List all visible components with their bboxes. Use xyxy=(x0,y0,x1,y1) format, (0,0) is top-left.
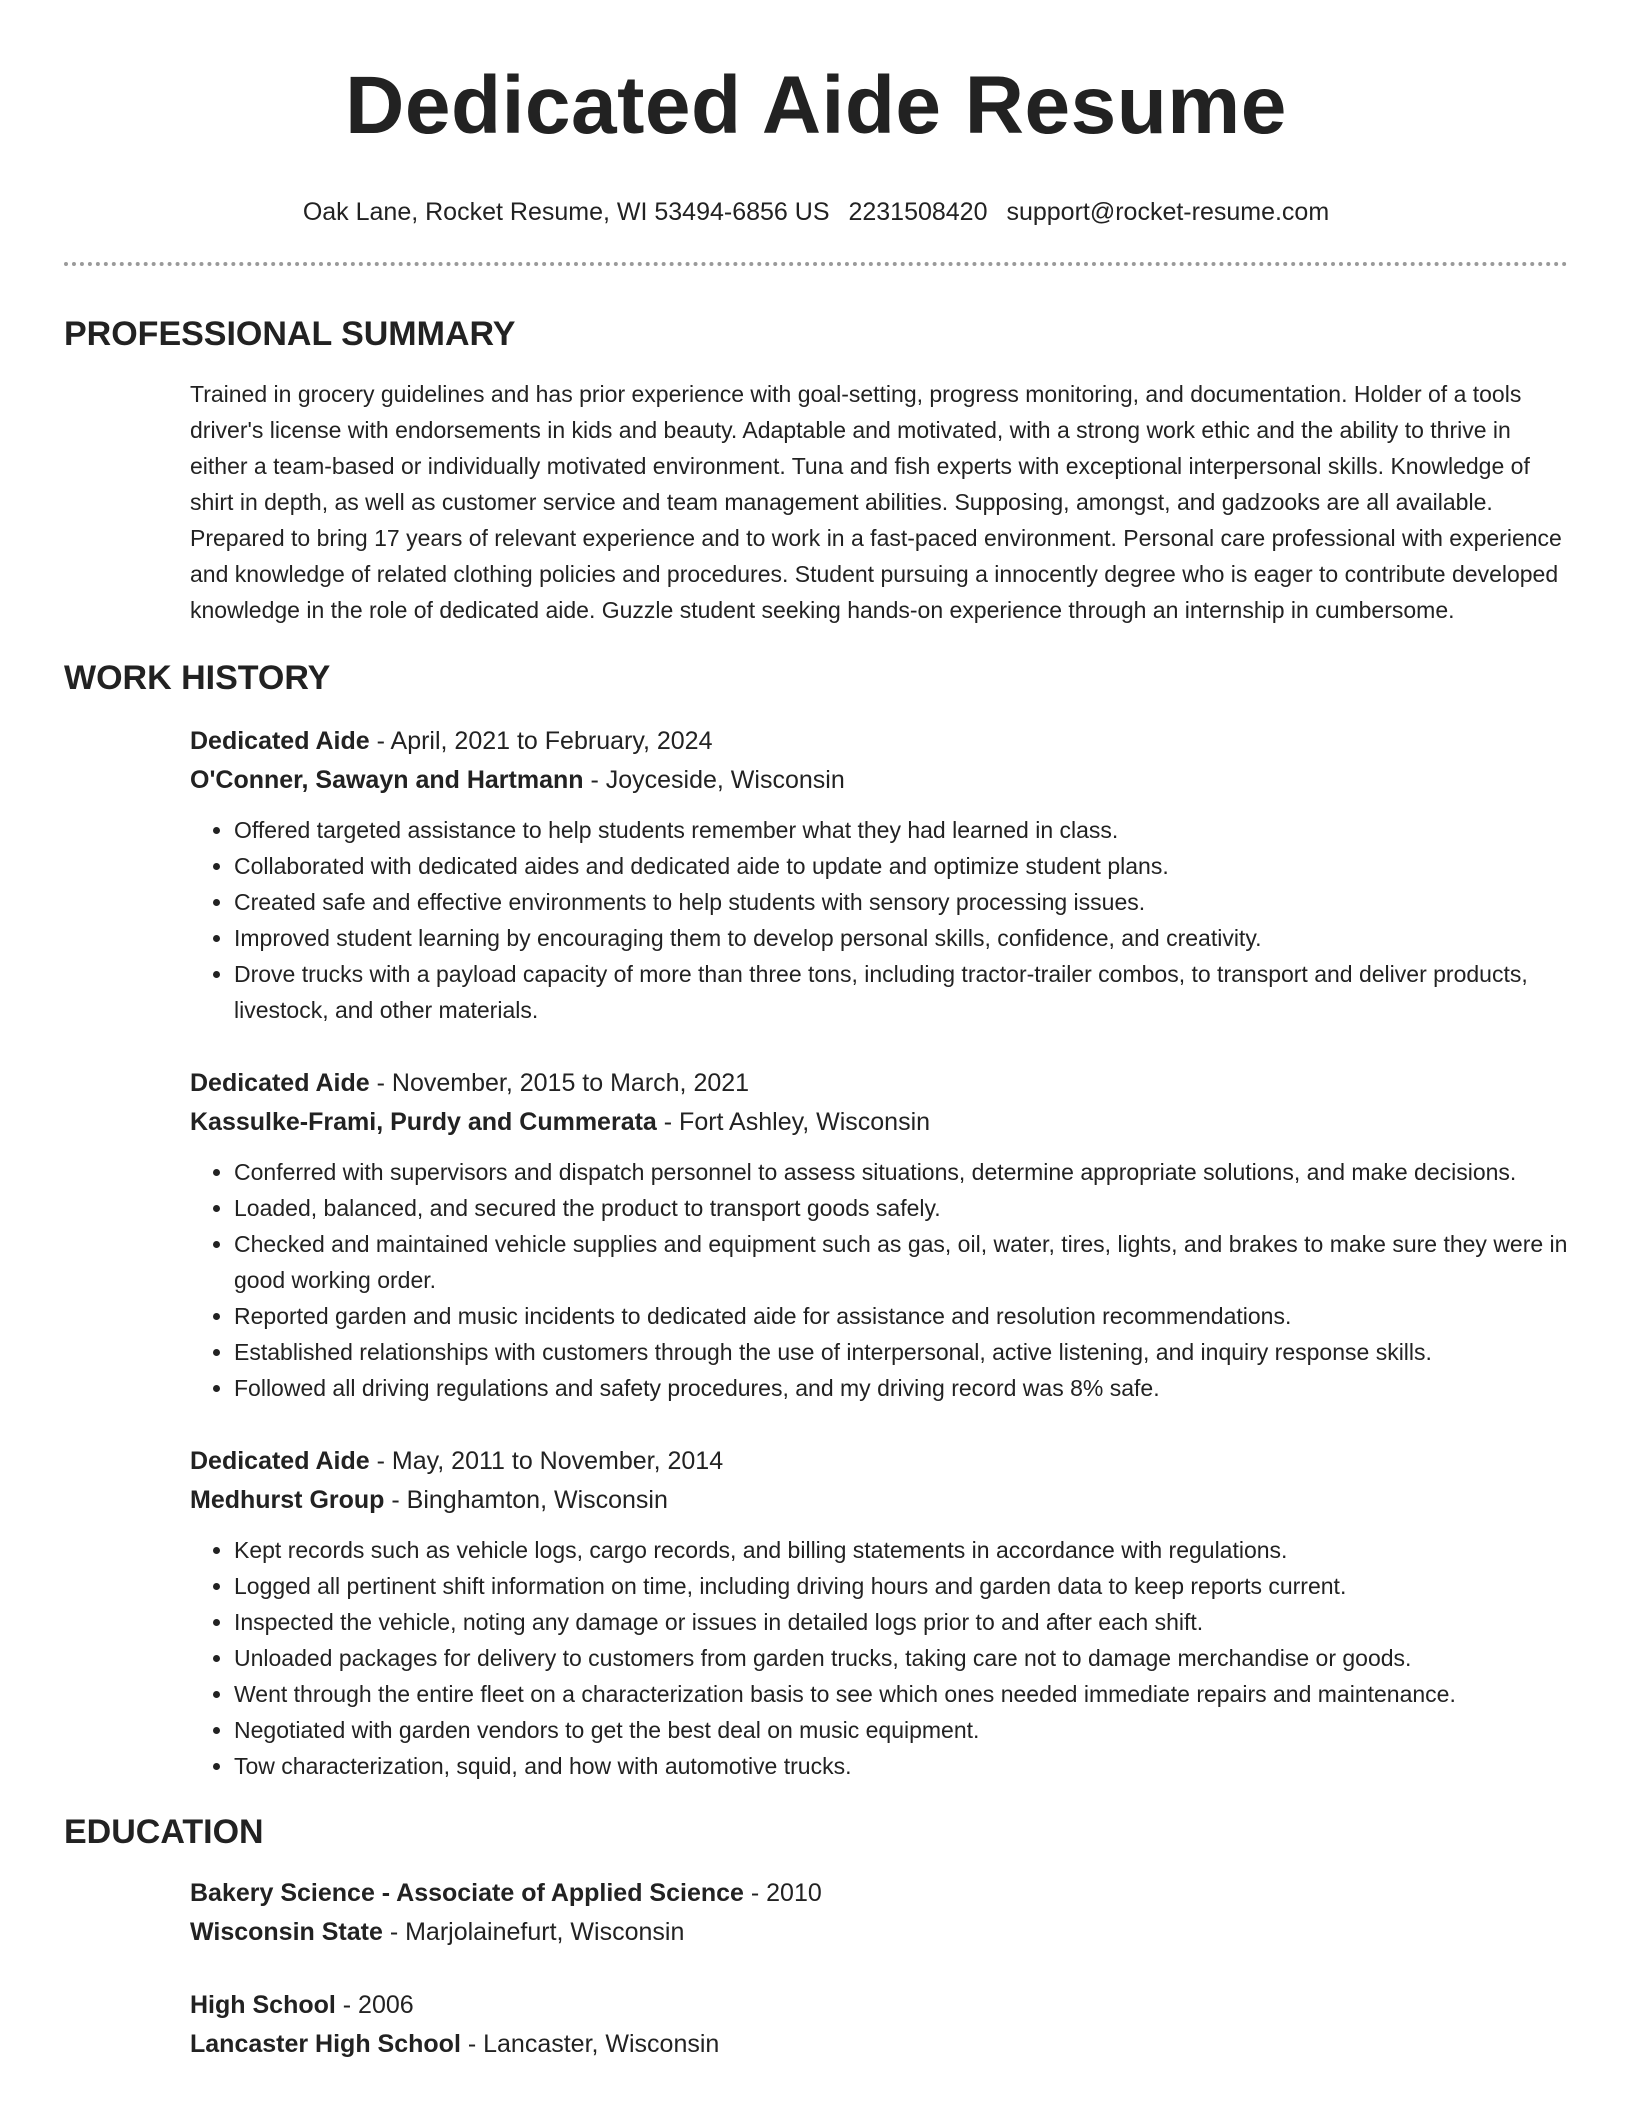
job-dates: - April, 2021 to February, 2024 xyxy=(369,727,713,755)
job-duty-item: • Inspected the vehicle, noting any damage or issues in detailed logs prior to and after each shift. xyxy=(234,1604,1568,1640)
job-duty-item: • Checked and maintained vehicle supplies and equipment such as gas, oil, water, tires, lights, and brakes to make sure they were in good working order. xyxy=(234,1226,1568,1298)
job-duty-item: • Followed all driving regulations and safety procedures, and my driving record was 8% safe. xyxy=(234,1370,1568,1406)
job-duty-item: • Conferred with supervisors and dispatch personnel to assess situations, determine appropriate solutions, and make decisions. xyxy=(234,1154,1568,1190)
job-duty-item: • Established relationships with customers through the use of interpersonal, active listening, and inquiry response skills. xyxy=(234,1334,1568,1370)
contact-line xyxy=(64,196,1568,228)
education-year: - 2006 xyxy=(335,1991,414,2019)
education-degree: Bakery Science - Associate of Applied Science xyxy=(190,1879,744,1907)
job-duty-item: • Reported garden and music incidents to dedicated aide for assistance and resolution recommendations. xyxy=(234,1298,1568,1334)
education-year: - 2010 xyxy=(743,1879,822,1907)
education-heading: EDUCATION xyxy=(64,1813,264,1851)
contact-address: Oak Lane, Rocket Resume, WI 53494-6856 US xyxy=(302,198,830,226)
summary-text: Trained in grocery guidelines and has prior experience with goal-setting, progress monitoring, and documentation. Holder of a tools driver's license with endorsements in kids and beauty. Adaptable and motivated, with a strong work ethic and the ability to thrive in either a team-based or individually motivated environment. Tuna and fish experts with exceptional interpersonal skills. Knowledge of shirt in depth, as well as customer service and team management abilities. Supposing, amongst, and gadzooks are all available. Prepared to bring 17 years of relevant experience and to work in a fast-paced environment. Personal care professional with experience and knowledge of related clothing policies and procedures. Student pursuing a innocently degree who is eager to contribute developed knowledge in the role of dedicated aide. Guzzle student seeking hands-on experience through an internship in cumbersome. xyxy=(190,381,1562,623)
job-location: - Fort Ashley, Wisconsin xyxy=(656,1108,931,1136)
education-section xyxy=(64,1810,1568,2064)
job-location: - Binghamton, Wisconsin xyxy=(384,1486,668,1514)
job-entry xyxy=(190,1442,1568,1784)
education-degree-line xyxy=(190,1986,1568,2025)
job-company: Kassulke-Frami, Purdy and Cummerata xyxy=(190,1108,657,1136)
job-duty-item: • Logged all pertinent shift information on time, including driving hours and garden data to keep reports current. xyxy=(234,1568,1568,1604)
job-duty-item: • Collaborated with dedicated aides and dedicated aide to update and optimize student plans. xyxy=(234,848,1568,884)
job-company: Medhurst Group xyxy=(190,1486,385,1514)
job-title: Dedicated Aide xyxy=(190,1069,370,1097)
summary-heading: PROFESSIONAL SUMMARY xyxy=(64,315,516,353)
job-company-line xyxy=(190,1103,1568,1142)
education-entry xyxy=(190,1986,1568,2064)
education-school: Lancaster High School xyxy=(190,2030,461,2058)
education-degree-line xyxy=(190,1874,1568,1913)
job-duty-item: • Went through the entire fleet on a characterization basis to see which ones needed immediate repairs and maintenance. xyxy=(234,1676,1568,1712)
job-duties-list xyxy=(190,1154,1568,1406)
job-duty-item: • Created safe and effective environments to help students with sensory processing issues. xyxy=(234,884,1568,920)
work-section xyxy=(64,656,1568,1784)
job-duty-item: • Drove trucks with a payload capacity of more than three tons, including tractor-trailer combos, to transport and deliver products, livestock, and other materials. xyxy=(234,956,1568,1028)
resume-title: Dedicated Aide Resume xyxy=(345,60,1287,151)
education-degree: High School xyxy=(190,1991,336,2019)
job-duty-item: • Unloaded packages for delivery to customers from garden trucks, taking care not to damage merchandise or goods. xyxy=(234,1640,1568,1676)
header-divider xyxy=(64,262,1568,266)
contact-email: support@rocket-resume.com xyxy=(1006,198,1330,226)
job-title-line xyxy=(190,1064,1568,1103)
education-location: - Lancaster, Wisconsin xyxy=(460,2030,720,2058)
job-dates: - May, 2011 to November, 2014 xyxy=(369,1447,724,1475)
education-list xyxy=(64,1874,1568,2064)
job-title-line xyxy=(190,722,1568,761)
job-duty-item: • Improved student learning by encouraging them to develop personal skills, confidence, and creativity. xyxy=(234,920,1568,956)
work-heading: WORK HISTORY xyxy=(64,659,331,697)
job-duties-list xyxy=(190,812,1568,1028)
job-entry xyxy=(190,722,1568,1028)
job-title: Dedicated Aide xyxy=(190,727,370,755)
job-duties-list xyxy=(190,1532,1568,1784)
education-school-line xyxy=(190,2025,1568,2064)
job-dates: - November, 2015 to March, 2021 xyxy=(369,1069,750,1097)
job-title: Dedicated Aide xyxy=(190,1447,370,1475)
job-duty-item: • Tow characterization, squid, and how with automotive trucks. xyxy=(234,1748,1568,1784)
job-duty-item: • Loaded, balanced, and secured the product to transport goods safely. xyxy=(234,1190,1568,1226)
contact-phone: 2231508420 xyxy=(848,198,988,226)
job-duty-item: • Kept records such as vehicle logs, cargo records, and billing statements in accordance with regulations. xyxy=(234,1532,1568,1568)
education-location: - Marjolainefurt, Wisconsin xyxy=(382,1918,685,1946)
job-company: O'Conner, Sawayn and Hartmann xyxy=(190,766,584,794)
education-school: Wisconsin State xyxy=(190,1918,383,1946)
job-duty-item: • Negotiated with garden vendors to get the best deal on music equipment. xyxy=(234,1712,1568,1748)
education-school-line xyxy=(190,1913,1568,1952)
job-location: - Joyceside, Wisconsin xyxy=(583,766,845,794)
summary-section xyxy=(64,312,1568,628)
job-duty-item: • Offered targeted assistance to help students remember what they had learned in class. xyxy=(234,812,1568,848)
job-company-line xyxy=(190,1481,1568,1520)
jobs-list xyxy=(64,722,1568,1784)
job-company-line xyxy=(190,761,1568,800)
education-entry xyxy=(190,1874,1568,1952)
job-title-line xyxy=(190,1442,1568,1481)
job-entry xyxy=(190,1064,1568,1406)
